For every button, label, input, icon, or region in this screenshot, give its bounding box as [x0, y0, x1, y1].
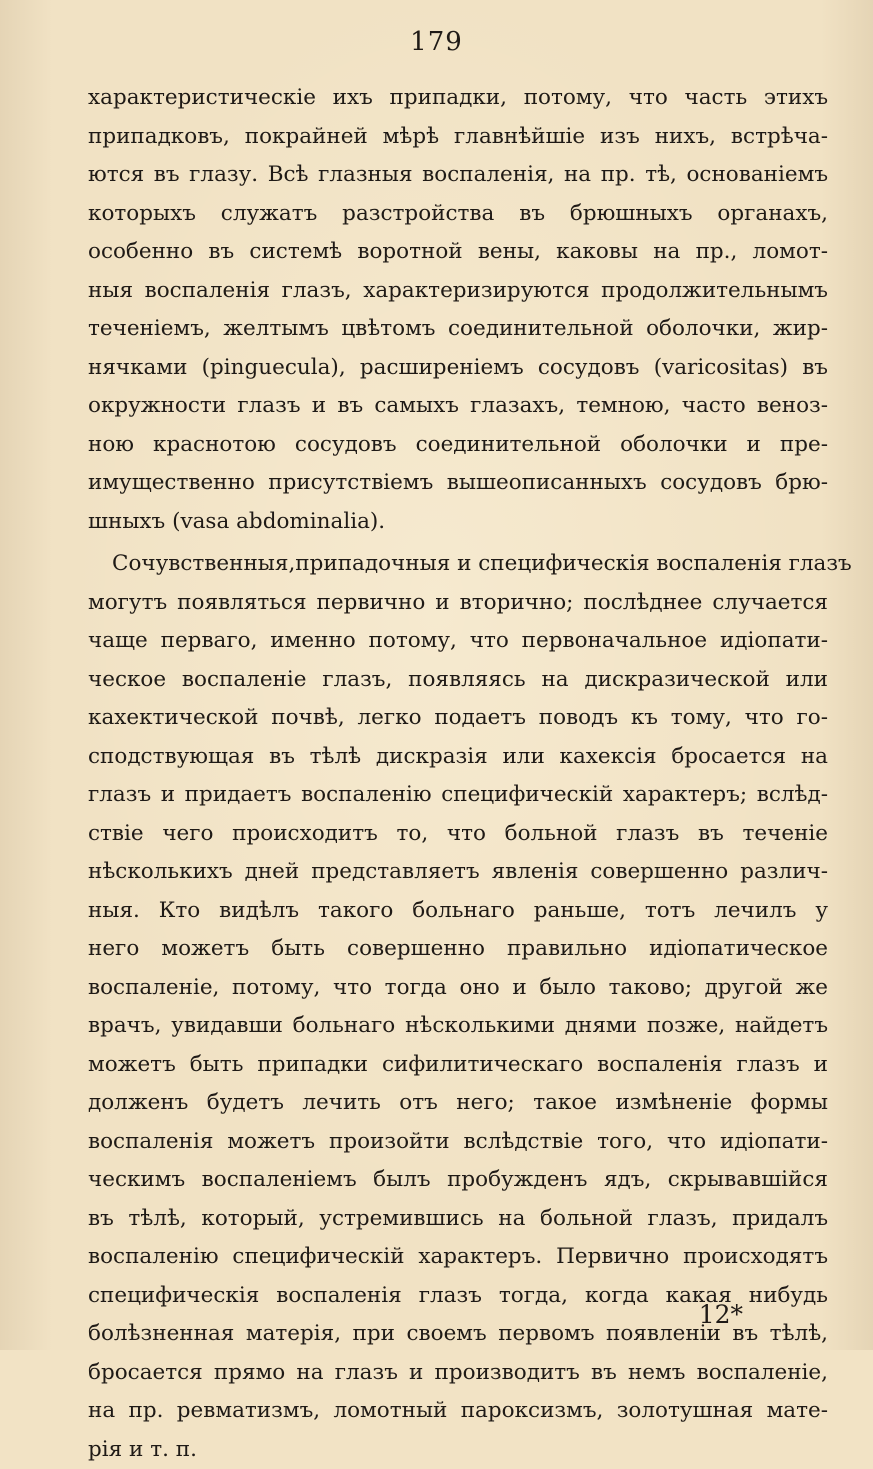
text-line: воспаленію специфическій характеръ. Первично происходятъ: [88, 1238, 828, 1277]
text-line: припадковъ, покрайней мѣрѣ главнѣйшіе изъ нихъ, встрѣча-: [88, 118, 828, 157]
text-line: ствіе чего происходитъ то, что больной глазъ въ теченіе: [88, 815, 828, 854]
text-line: въ тѣлѣ, который, устремившись на больной глазъ, придалъ: [88, 1200, 828, 1239]
text-line: которыхъ служатъ разстройства въ брюшныхъ органахъ,: [88, 195, 828, 234]
body-text: [88, 79, 828, 1469]
page-number: 179: [0, 27, 873, 57]
text-line: нѣсколькихъ дней представляетъ явленія совершенно различ-: [88, 853, 828, 892]
text-line: бросается прямо на глазъ и производитъ въ немъ воспаленіе,: [88, 1354, 828, 1393]
text-line: болѣзненная матерія, при своемъ первомъ появленіи въ тѣлѣ,: [88, 1315, 828, 1354]
text-line: ческое воспаленіе глазъ, появляясь на дискразической или: [88, 661, 828, 700]
text-line: ческимъ воспаленіемъ былъ пробужденъ ядъ, скрывавшійся: [88, 1161, 828, 1200]
text-line: долженъ будетъ лечить отъ него; такое измѣненіе формы: [88, 1084, 828, 1123]
text-line: теченіемъ, желтымъ цвѣтомъ соединительной оболочки, жир-: [88, 310, 828, 349]
text-line: имущественно присутствіемъ вышеописанныхъ сосудовъ брю-: [88, 464, 828, 503]
text-line: ныя. Кто видѣлъ такого больнаго раньше, тотъ лечилъ у: [88, 892, 828, 931]
text-line: ною краснотою сосудовъ соединительной оболочки и пре-: [88, 426, 828, 465]
text-line: воспаленія можетъ произойти вслѣдствіе того, что идіопати-: [88, 1123, 828, 1162]
text-line: воспаленіе, потому, что тогда оно и было таково; другой же: [88, 969, 828, 1008]
text-line: рія и т. п.: [88, 1431, 828, 1469]
text-line: окружности глазъ и въ самыхъ глазахъ, темною, часто веноз-: [88, 387, 828, 426]
text-line: можетъ быть припадки сифилитическаго воспаленія глазъ и: [88, 1046, 828, 1085]
text-line: Сочувственныя,припадочныя и специфическія воспаленія глазъ: [88, 545, 828, 584]
text-line: особенно въ системѣ воротной вены, каковы на пр., ломот-: [88, 233, 828, 272]
text-line: чаще перваго, именно потому, что первоначальное идіопати-: [88, 622, 828, 661]
paragraph-2: [88, 545, 828, 1469]
text-line: специфическія воспаленія глазъ тогда, когда какая нибудь: [88, 1277, 828, 1316]
text-line: шныхъ (vasa abdominalia).: [88, 503, 828, 542]
text-line: характеристическіе ихъ припадки, потому, что часть этихъ: [88, 79, 828, 118]
text-line: нячками (pinguecula), расширеніемъ сосудовъ (varicositas) въ: [88, 349, 828, 388]
text-line: сподствующая въ тѣлѣ дискразія или кахексія бросается на: [88, 738, 828, 777]
text-line: ныя воспаленія глазъ, характеризируются продолжительнымъ: [88, 272, 828, 311]
text-line: кахектической почвѣ, легко подаетъ поводъ къ тому, что го-: [88, 699, 828, 738]
text-line: ются въ глазу. Всѣ глазныя воспаленія, на пр. тѣ, основаніемъ: [88, 156, 828, 195]
text-line: на пр. ревматизмъ, ломотный пароксизмъ, золотушная мате-: [88, 1392, 828, 1431]
text-line: глазъ и придаетъ воспаленію специфическій характеръ; вслѣд-: [88, 776, 828, 815]
signature-mark: 12*: [699, 1300, 743, 1329]
paragraph-1: [88, 79, 828, 541]
text-line: него можетъ быть совершенно правильно идіопатическое: [88, 930, 828, 969]
text-line: могутъ появляться первично и вторично; послѣднее случается: [88, 584, 828, 623]
text-line: врачъ, увидавши больнаго нѣсколькими днями позже, найдетъ: [88, 1007, 828, 1046]
